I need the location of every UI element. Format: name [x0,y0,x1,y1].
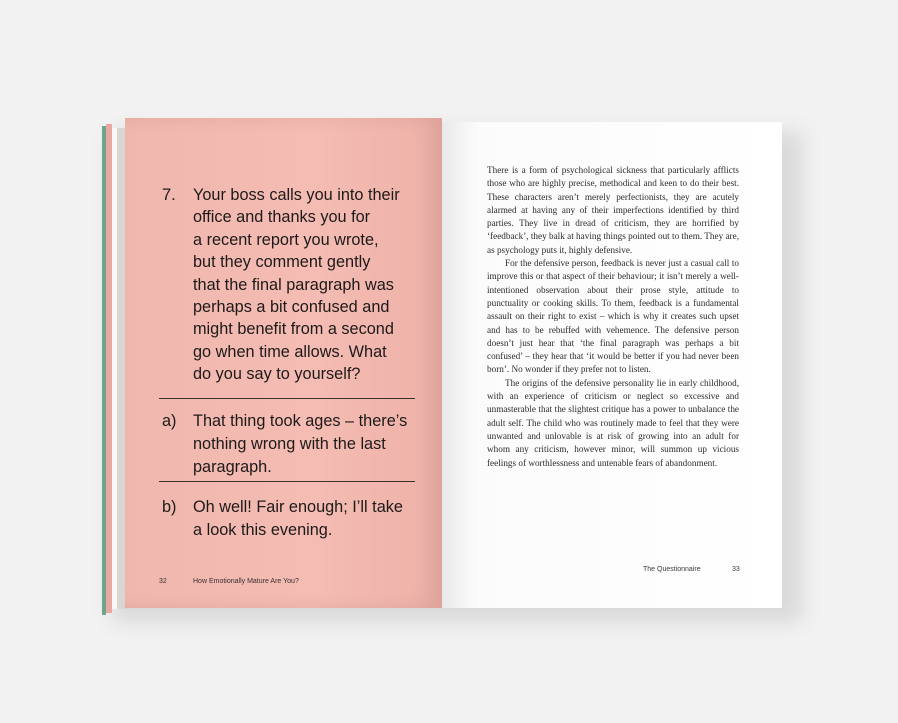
option-b-letter: b) [162,498,177,516]
paragraph: There is a form of psychological sickness that particularly afflicts those who are highly precise, methodical and keen to do their best. These characters aren’t merely perfectionists, they are acutely alarmed at having any of their imperfections identified by third parties. They live in dread of criticism, they are horrified by ‘feedback’, they balk at having things pointed out to them. They are, as psychology puts it, highly defensive. [487,165,739,255]
divider-rule [159,398,415,399]
question-text: Your boss calls you into their office and thanks you for a recent report you wrote, but they comment gently that the final paragraph was perhaps a bit confused and might benefit from a second go when time allows. What do you say to yourself? [193,186,400,384]
divider-rule [159,481,415,482]
right-page-number: 33 [732,566,740,573]
body-text [487,164,739,470]
left-page [125,118,442,608]
paragraph: For the defensive person, feedback is never just a casual call to improve this or that aspect of their behaviour; it isn’t merely a well-intentioned observation about their prose style, attitude to punctuality or cooking skills. To them, feedback is a fundamental assault on their right to exist – which is why it creates such upset and has to be rebuffed with vehemence. The defensive person doesn’t just hear that ‘the final paragraph was perhaps a bit confused’ – they hear that ‘it would be better if you had never been born’. No wonder if they prefer not to listen. [487,258,739,375]
left-page-number: 32 [159,578,167,585]
question-number: 7. [162,186,176,204]
option-b-text: Oh well! Fair enough; I’ll take a look this evening. [193,498,403,539]
paragraph: The origins of the defensive personality lie in early childhood, with an experience of criticism or neglect so excessive and unmasterable that the slightest critique has a power to unbalance the adult self. The child who was routinely made to feel that they were unwanted and unlovable is at risk of growing into an adult for whom any criticism, however minor, will summon up vicious feelings of worthlessness and untenable fears of abandonment. [487,377,739,468]
right-page [442,122,782,608]
option-a-letter: a) [162,412,177,430]
left-running-title: How Emotionally Mature Are You? [193,578,299,585]
right-running-title: The Questionnaire [643,566,701,573]
option-a-text: That thing took ages – there’s nothing wrong with the last paragraph. [193,412,408,476]
